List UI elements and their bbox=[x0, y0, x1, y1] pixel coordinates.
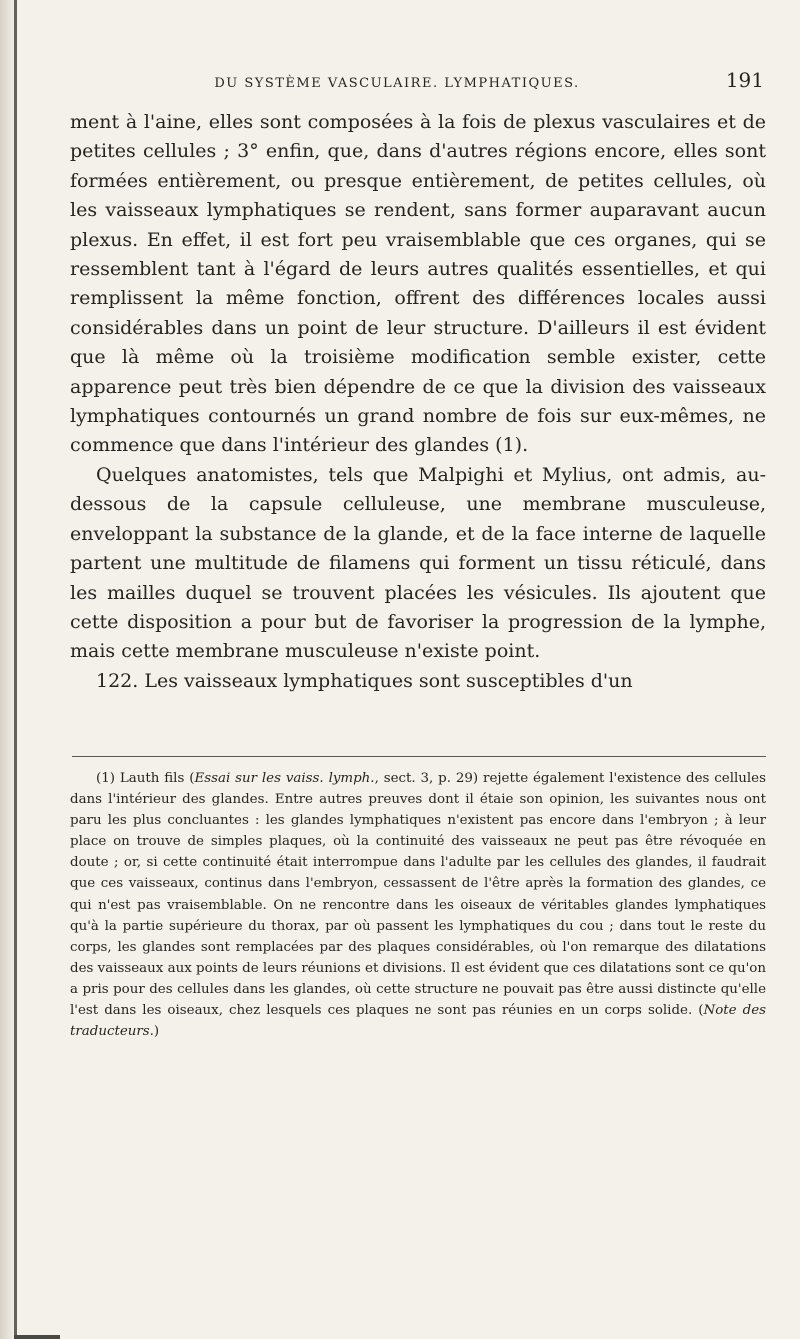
paragraph-2: Quelques anatomistes, tels que Malpighi et Mylius, ont admis, au-dessous de la capsule celluleuse, une membrane musculeuse, enveloppant la substance de la glande, et de la face interne de laquelle partent une multitude de filamens qui forment un tissu réticulé, dans les mailles duquel se trouvent placées les vésicules. Ils ajoutent que cette disposition a pour but de favoriser la progression de la lymphe, mais cette membrane musculeuse n'existe point. bbox=[70, 463, 766, 663]
page-number: 191 bbox=[725, 68, 764, 92]
running-head: DU SYSTÈME VASCULAIRE. LYMPHATIQUES. bbox=[214, 76, 580, 91]
page-header bbox=[90, 70, 764, 94]
footnote-attribution: Note des traducteurs. bbox=[70, 1003, 766, 1040]
footnote-divider bbox=[72, 756, 766, 757]
paragraph-1: ment à l'aine, elles sont composées à la fois de plexus vasculaires et de petites cellules ; 3° enfin, que, dans d'autres régions encore, elles sont formées entièrement, ou presque entièrement, de petites cellules, où les vaisseaux lymphatiques se rendent, sans former auparavant aucun plexus. En effet, il est fort peu vraisemblable que ces organes, qui se ressemblent tant à l'égard de leurs autres qualités essentielles, et qui remplissent la même fonction, offrent des différences locales aussi considérables dans un point de leur structure. D'ailleurs il est évident que là même où la troisième modification semble exister, cette apparence peut très bien dépendre de ce que la division des vaisseaux lymphatiques contournés un grand nombre de fois sur eux-mêmes, ne commence que dans l'intérieur des glandes (1). bbox=[70, 111, 766, 457]
paragraph-3: 122. Les vaisseaux lymphatiques sont susceptibles d'un bbox=[96, 669, 633, 692]
footnote-close: ) bbox=[153, 1024, 160, 1040]
page-edge-rule bbox=[14, 0, 17, 1339]
main-text bbox=[70, 108, 766, 696]
footnote-lead: (1) Lauth fils ( bbox=[96, 771, 195, 786]
footnote-body: , sect. 3, p. 29) rejette également l'existence des cellules dans l'intérieur des glandes. Entre autres preuves dont il étaie son opinion, les suivantes nous ont paru les plus concluantes : les glandes lymphatiques n'existent pas encore dans l'embryon ; à leur place on trouve de simples plaques, où la continuité des vaisseaux ne peut pas être révoquée en doute ; or, si cette continuité était interrompue dans l'adulte par les cellules des glandes, il faudrait que ces vaisseaux, continus dans l'embryon, cessassent de l'être après la formation des glandes, ce qui n'est pas vraisemblable. On ne rencontre dans les oiseaux de véritables glandes lymphatiques qu'à la partie supérieure du thorax, par où passent les lymphatiques du cou ; dans tout le reste du corps, les glandes sont remplacées par des plaques considérables, où l'on remarque des dilatations des vaisseaux aux points de leurs réunions et divisions. Il est évident que ces dilatations sont ce qu'on a pris pour des cellules dans les glandes, où cette structure ne pouvait pas être aussi distincte qu'elle l'est dans les oiseaux, chez lesquels ces plaques ne sont pas réunies en un corps solide. ( bbox=[70, 771, 766, 1019]
footnote bbox=[70, 768, 766, 1042]
footnote-citation: Essai sur les vaiss. lymph. bbox=[194, 771, 375, 786]
page-corner-mark bbox=[14, 1335, 60, 1339]
